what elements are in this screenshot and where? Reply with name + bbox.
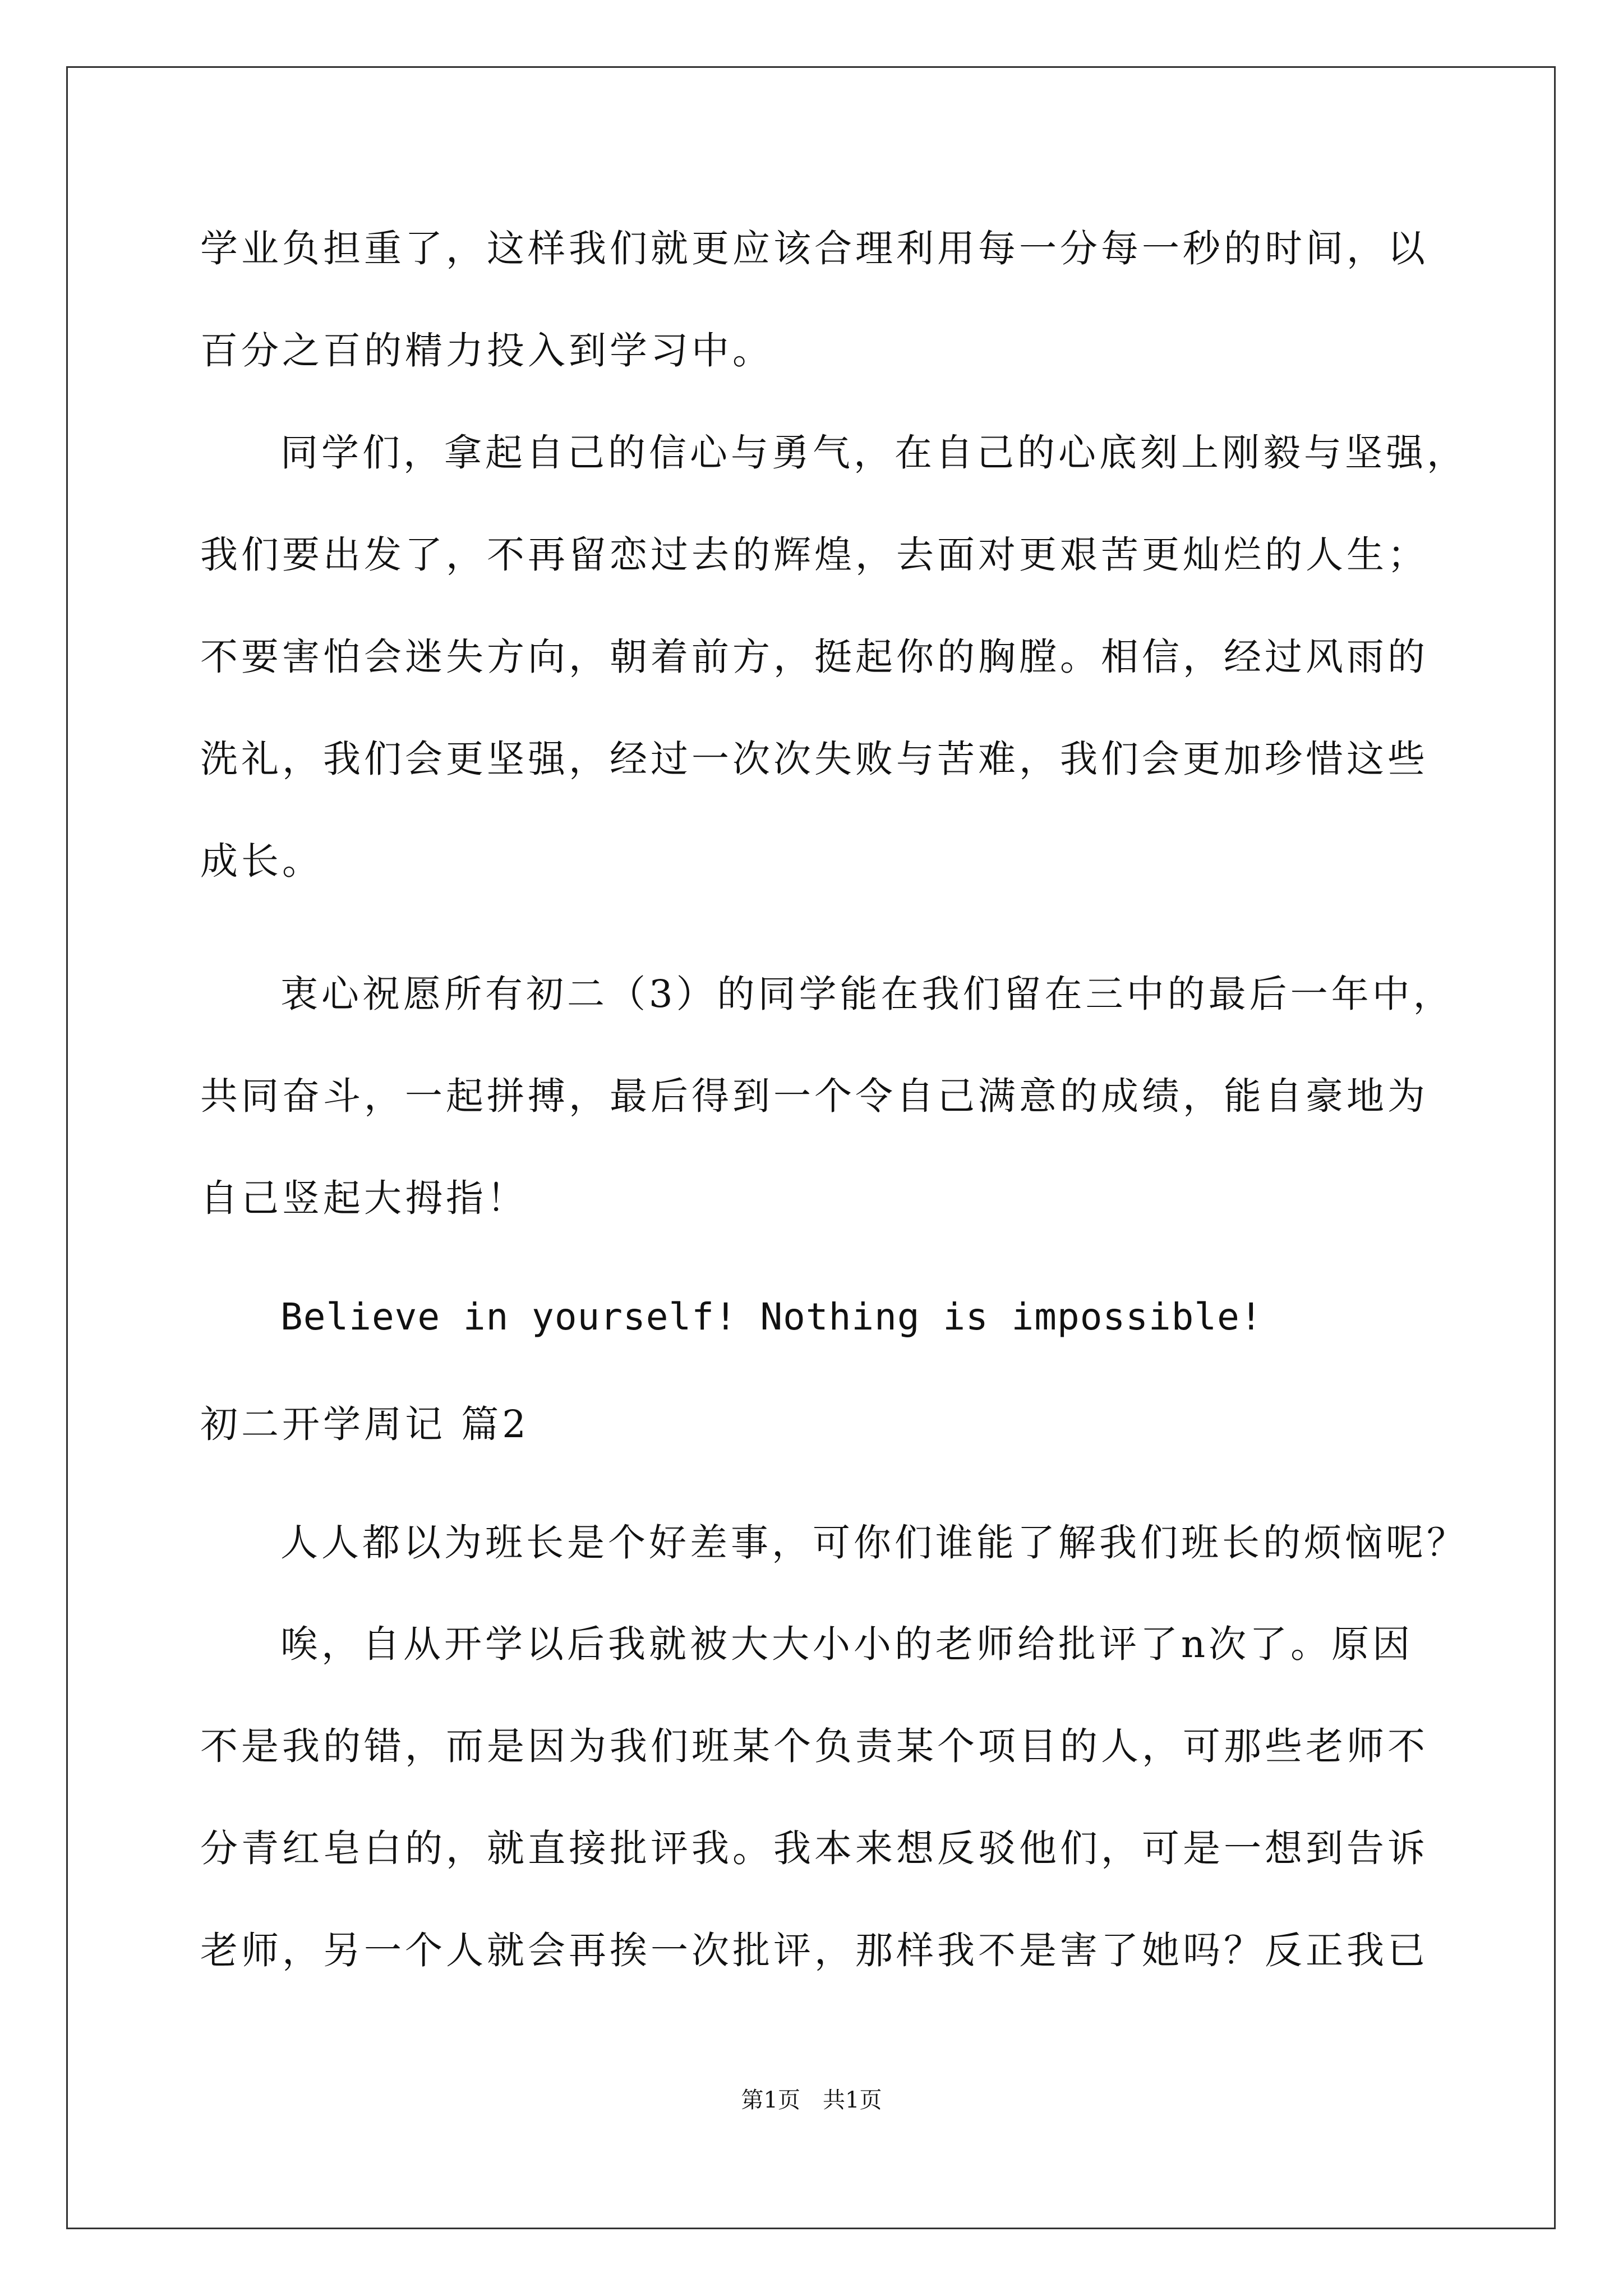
paragraph-line: 共同奋斗，一起拼搏，最后得到一个令自己满意的成绩，能自豪地为 [200,1074,1428,1118]
paragraph-line: 人人都以为班长是个好差事，可你们谁能了解我们班长的烦恼呢？ [280,1521,1468,1565]
paragraph-line: 唉，自从开学以后我就被大大小小的老师给批评了n次了。原因 [280,1622,1414,1666]
paragraph-line: 我们要出发了，不再留恋过去的辉煌，去面对更艰苦更灿烂的人生； [200,533,1428,577]
paragraph-line: 自己竖起大拇指！ [200,1176,528,1220]
paragraph-line: 洗礼，我们会更坚强，经过一次次失败与苦难，我们会更加珍惜这些 [200,737,1428,781]
page-border [66,66,1556,2229]
paragraph-line: Believe in yourself! Nothing is impossible! [280,1295,1263,1338]
paragraph-line: 分青红皂白的，就直接批评我。我本来想反驳他们，可是一想到告诉 [200,1826,1428,1870]
paragraph-line: 衷心祝愿所有初二（3）的同学能在我们留在三中的最后一年中， [280,972,1454,1016]
page-footer: 第1页 共1页 [741,2087,882,2113]
paragraph-line: 老师，另一个人就会再挨一次批评，那样我不是害了她吗？反正我已 [200,1929,1428,1972]
paragraph-line: 同学们，拿起自己的信心与勇气，在自己的心底刻上刚毅与坚强， [280,431,1468,475]
paragraph-line: 不要害怕会迷失方向，朝着前方，挺起你的胸膛。相信，经过风雨的 [200,635,1428,679]
section-heading: 初二开学周记 篇2 [200,1402,529,1446]
paragraph-line: 成长。 [200,839,323,883]
paragraph-line: 学业负担重了，这样我们就更应该合理利用每一分每一秒的时间，以 [200,227,1428,270]
paragraph-line: 不是我的错，而是因为我们班某个负责某个项目的人，可那些老师不 [200,1724,1428,1768]
paragraph-line: 百分之百的精力投入到学习中。 [200,329,773,372]
